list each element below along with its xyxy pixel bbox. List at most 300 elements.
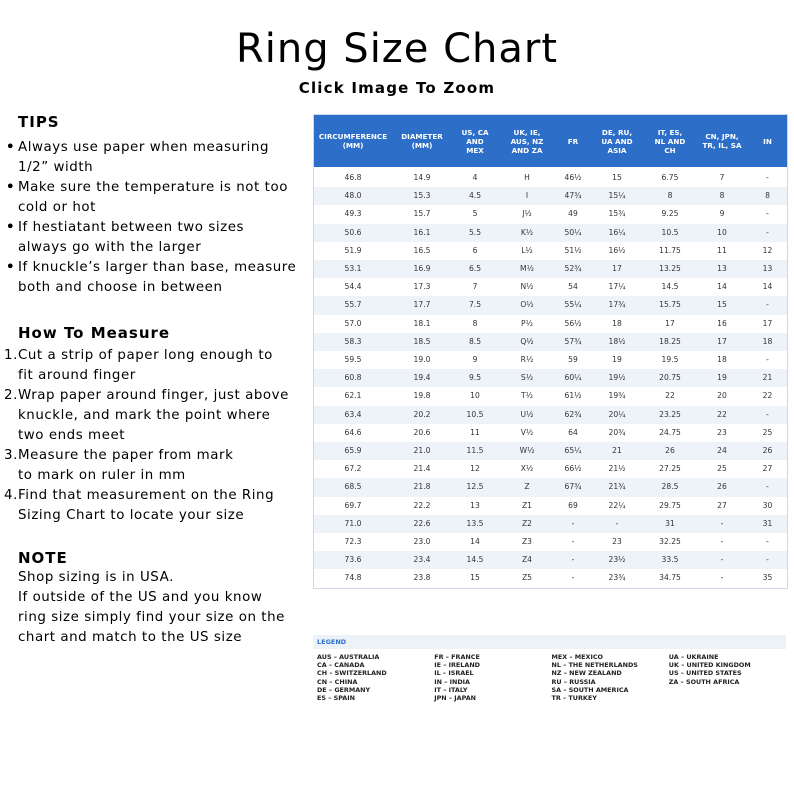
table-cell: 8.5 xyxy=(452,333,498,351)
column-header xyxy=(498,115,556,168)
tip-line: • Make sure the temperature is not too xyxy=(18,180,288,195)
table-cell: 15 xyxy=(612,173,622,182)
table-row xyxy=(314,205,787,223)
table-cell: 19 xyxy=(612,355,622,365)
table-cell: 20.75 xyxy=(644,369,696,387)
table-cell: 20.6 xyxy=(413,427,431,437)
table-cell: 20¾ xyxy=(608,427,626,437)
table-cell: I xyxy=(498,187,556,205)
table-cell: 16 xyxy=(717,318,727,328)
table-cell: 9.25 xyxy=(661,209,679,219)
tip-item xyxy=(0,218,318,258)
table-cell: J½ xyxy=(522,209,532,219)
table-cell: 59.5 xyxy=(344,355,362,365)
table-cell: 21.0 xyxy=(392,442,452,460)
table-cell: 62¾ xyxy=(556,406,590,424)
table-cell: - xyxy=(748,296,787,314)
table-cell: 18.1 xyxy=(413,318,431,328)
legend-title: LEGEND xyxy=(313,635,786,649)
step-number: 2. xyxy=(4,388,18,403)
table-cell: 5.5 xyxy=(452,224,498,242)
table-cell: 46½ xyxy=(564,173,582,182)
table-row xyxy=(314,315,787,333)
legend-entry: IT – ITALY xyxy=(434,685,468,694)
step-line: Cut a strip of paper long enough to xyxy=(18,348,273,363)
table-cell: 20.2 xyxy=(392,406,452,424)
table-cell: 13.5 xyxy=(452,515,498,533)
column-header-line: US, CA xyxy=(461,127,489,137)
tips-heading: TIPS xyxy=(18,113,60,131)
legend-column xyxy=(317,653,434,702)
table-cell: 4.5 xyxy=(452,187,498,205)
step-line: Sizing Chart to locate your size xyxy=(18,508,245,523)
legend-entry: ES – SPAIN xyxy=(317,694,355,703)
table-cell: V½ xyxy=(520,427,534,437)
table-row xyxy=(314,478,787,496)
table-cell: 6.75 xyxy=(661,173,679,182)
column-header xyxy=(556,115,590,168)
table-row xyxy=(314,551,787,569)
table-cell: 72.3 xyxy=(344,537,362,547)
table-cell: 14.5 xyxy=(452,551,498,569)
column-header-line: MEX xyxy=(466,145,484,155)
table-cell: 52¾ xyxy=(556,260,590,278)
column-header-line: AUS, NZ xyxy=(510,136,544,146)
table-cell: 26 xyxy=(748,442,787,460)
table-cell: 73.6 xyxy=(314,551,392,569)
table-cell: T½ xyxy=(521,391,533,401)
table-cell: 31 xyxy=(748,515,787,533)
legend-column xyxy=(552,653,669,702)
table-cell: 71.0 xyxy=(314,515,392,533)
legend-entry: CH – SWITZERLAND xyxy=(317,669,387,678)
table-cell: 50.6 xyxy=(314,224,392,242)
table-cell: 30 xyxy=(762,500,773,510)
table-cell: P½ xyxy=(521,318,533,328)
table-cell: Z5 xyxy=(521,573,533,583)
table-cell: 7 xyxy=(719,173,725,182)
table-cell: 8 xyxy=(748,187,787,205)
table-cell: 15.75 xyxy=(644,296,696,314)
how-to-measure-heading: How To Measure xyxy=(18,324,171,342)
table-cell: 22 xyxy=(696,406,748,424)
table-row xyxy=(314,187,787,205)
table-cell: 21 xyxy=(590,442,644,460)
tip-item xyxy=(0,138,318,178)
table-cell: 17 xyxy=(762,318,773,328)
table-cell: 23.4 xyxy=(392,551,452,569)
table-cell: 13.25 xyxy=(644,260,696,278)
table-cell: Z4 xyxy=(498,551,556,569)
measure-steps-list xyxy=(0,346,318,526)
table-cell: 20¼ xyxy=(590,406,644,424)
table-cell: 16.9 xyxy=(392,260,452,278)
table-cell: 27.25 xyxy=(659,464,681,474)
table-row xyxy=(314,242,787,260)
note-line: Shop sizing is in USA. xyxy=(18,570,174,585)
table-cell: 9.5 xyxy=(452,369,498,387)
table-cell: 56½ xyxy=(564,318,582,328)
table-cell: 65¼ xyxy=(556,442,590,460)
legend-entry: IN – INDIA xyxy=(434,677,470,686)
table-cell: 12 xyxy=(762,245,773,255)
table-cell: 15 xyxy=(696,296,748,314)
table-cell: 8 xyxy=(472,318,478,328)
table-cell: 21.8 xyxy=(392,478,452,496)
table-cell: 7 xyxy=(472,282,478,292)
legend-column xyxy=(669,653,786,702)
table-cell: 27 xyxy=(717,500,727,510)
note-line: chart and match to the US size xyxy=(18,630,243,645)
table-cell: - xyxy=(571,573,575,583)
legend-entry: MEX – MEXICO xyxy=(551,653,603,661)
table-cell: 16.1 xyxy=(392,224,452,242)
table-cell: 16½ xyxy=(608,245,626,255)
table-cell: 14.5 xyxy=(661,282,679,292)
table-cell: 17 xyxy=(665,318,675,328)
table-cell: - xyxy=(766,209,769,219)
instructions-panel xyxy=(0,112,318,648)
table-cell: 18.25 xyxy=(644,333,696,351)
table-cell: - xyxy=(748,551,787,569)
table-cell: 7.5 xyxy=(452,296,498,314)
legend-entry: SA – SOUTH AMERICA xyxy=(551,685,629,694)
table-row xyxy=(314,460,787,478)
table-row xyxy=(314,442,787,460)
table-cell: 26 xyxy=(644,442,696,460)
zoom-hint[interactable]: Click Image To Zoom xyxy=(298,79,496,97)
table-cell: S½ xyxy=(498,369,556,387)
table-cell: 32.25 xyxy=(659,537,681,547)
step-line: Find that measurement on the Ring xyxy=(18,488,275,503)
table-cell: - xyxy=(590,515,644,533)
table-cell: 34.75 xyxy=(659,573,681,583)
table-row xyxy=(314,406,787,424)
table-cell: 49 xyxy=(568,209,578,219)
table-cell: 19.4 xyxy=(392,369,452,387)
tip-line: cold or hot xyxy=(18,200,96,215)
column-header-line: DIAMETER xyxy=(401,132,443,141)
table-cell: 54.4 xyxy=(344,282,362,292)
table-cell: 15 xyxy=(470,573,480,583)
page-title: Ring Size Chart xyxy=(235,26,559,72)
legend-entry: CN – CHINA xyxy=(317,677,358,686)
table-row xyxy=(314,260,787,278)
table-cell: - xyxy=(556,551,590,569)
note-heading: NOTE xyxy=(18,549,68,567)
step-number: 1. xyxy=(4,348,18,363)
measure-step xyxy=(0,346,318,386)
table-cell: 48.0 xyxy=(314,187,392,205)
tip-line: • If knuckle’s larger than base, measure xyxy=(18,260,297,275)
table-cell: 55¼ xyxy=(556,296,590,314)
table-cell: 24 xyxy=(696,442,748,460)
table-cell: 4 xyxy=(472,173,478,182)
table-cell: R½ xyxy=(520,355,534,365)
step-line: two ends meet xyxy=(18,428,126,443)
table-cell: 64.6 xyxy=(344,427,362,437)
table-cell: 22.2 xyxy=(413,500,431,510)
table-cell: 18 xyxy=(612,318,622,328)
column-header xyxy=(590,115,644,168)
table-cell: 5 xyxy=(472,209,478,219)
table-row xyxy=(314,569,787,587)
table-cell: Q½ xyxy=(498,333,556,351)
column-header xyxy=(644,115,696,168)
table-cell: 49.3 xyxy=(344,209,362,219)
table-cell: 17.3 xyxy=(413,282,431,292)
table-cell: 21¾ xyxy=(590,478,644,496)
column-header-line: DE, RU, xyxy=(601,127,633,137)
table-cell: 59 xyxy=(568,355,578,365)
table-row xyxy=(314,515,787,533)
table-cell: 6 xyxy=(472,245,478,255)
table-row xyxy=(314,296,787,314)
table-cell: 22¼ xyxy=(608,500,626,510)
column-header xyxy=(696,115,748,168)
legend-entry: JPN – JAPAN xyxy=(434,694,477,703)
table-cell: 74.8 xyxy=(344,573,362,583)
table-cell: 23.0 xyxy=(413,537,431,547)
table-cell: 66½ xyxy=(564,464,582,474)
table-cell: 51.9 xyxy=(344,245,362,255)
table-cell: 19.8 xyxy=(413,391,431,401)
table-cell: 17.7 xyxy=(392,296,452,314)
step-line: Wrap paper around finger, just above xyxy=(18,388,289,403)
column-header-line: CH xyxy=(664,145,676,155)
ring-size-chart[interactable] xyxy=(313,114,788,589)
legend-entry: IL – ISRAEL xyxy=(434,669,474,678)
column-header-line: UA AND xyxy=(601,136,633,146)
tip-item xyxy=(0,178,318,218)
table-cell: 61½ xyxy=(564,391,582,401)
table-cell: 21½ xyxy=(608,464,626,474)
step-line: fit around finger xyxy=(18,368,136,383)
table-cell: - xyxy=(696,551,748,569)
table-row xyxy=(314,168,787,187)
table-cell: X½ xyxy=(520,464,534,474)
table-cell: 13 xyxy=(696,260,748,278)
table-cell: 13 xyxy=(748,260,787,278)
tip-line: • If hestiatant between two sizes xyxy=(18,220,245,235)
step-line: knuckle, and mark the point where xyxy=(18,408,271,423)
legend-entry: NZ – NEW ZEALAND xyxy=(551,669,622,678)
table-row xyxy=(314,351,787,369)
table-cell: 17 xyxy=(590,260,644,278)
column-header-line: AND ZA xyxy=(511,145,543,155)
table-cell: N½ xyxy=(520,282,534,292)
table-cell: 60¼ xyxy=(556,369,590,387)
table-header-row xyxy=(314,115,787,168)
measure-step xyxy=(0,486,318,526)
table-cell: Z xyxy=(498,478,556,496)
table-cell: 10 xyxy=(696,224,748,242)
table-cell: 15.7 xyxy=(413,209,431,219)
table-cell: 18 xyxy=(717,355,727,365)
note-line: ring size simply find your size on the xyxy=(18,610,285,625)
legend-entry: ZA – SOUTH AFRICA xyxy=(668,677,740,686)
table-cell: U½ xyxy=(498,406,556,424)
table-cell: - xyxy=(766,537,769,547)
step-line: Measure the paper from mark xyxy=(18,448,234,463)
table-cell: 23 xyxy=(612,537,622,547)
table-row xyxy=(314,369,787,387)
table-cell: 15¾ xyxy=(608,209,626,219)
table-cell: - xyxy=(571,537,575,547)
table-cell: 33.5 xyxy=(644,551,696,569)
table-cell: 15¼ xyxy=(590,187,644,205)
table-cell: 60.8 xyxy=(314,369,392,387)
table-cell: 69.7 xyxy=(344,500,362,510)
table-cell: 11.75 xyxy=(659,245,681,255)
table-cell: 19.0 xyxy=(413,355,431,365)
step-number: 3. xyxy=(4,448,18,463)
table-cell: 18.5 xyxy=(392,333,452,351)
column-header-line: CIRCUMFERENCE xyxy=(318,132,388,141)
table-cell: 47¾ xyxy=(556,187,590,205)
table-cell: 18½ xyxy=(590,333,644,351)
table-cell: K½ xyxy=(498,224,556,242)
legend-entry: US – UNITED STATES xyxy=(668,669,742,678)
table-cell: - xyxy=(720,537,724,547)
table-body xyxy=(314,168,787,588)
table-cell: 29.75 xyxy=(659,500,681,510)
tip-item xyxy=(0,258,318,298)
table-row xyxy=(314,387,787,405)
tip-line: • Always use paper when measuring xyxy=(18,140,269,155)
table-cell: 9 xyxy=(472,355,478,365)
table-cell: 9 xyxy=(719,209,725,219)
table-cell: 22 xyxy=(762,391,773,401)
table-cell: 12 xyxy=(470,464,480,474)
table-cell: - xyxy=(748,478,787,496)
table-cell: 22.6 xyxy=(392,515,452,533)
table-cell: - xyxy=(720,573,724,583)
column-header-line: IN xyxy=(763,136,772,146)
table-row xyxy=(314,333,787,351)
legend-entry: AUS – AUSTRALIA xyxy=(317,653,380,661)
table-cell: Z2 xyxy=(498,515,556,533)
table-cell: M½ xyxy=(498,260,556,278)
table-cell: 14.9 xyxy=(413,173,431,182)
table-cell: 11 xyxy=(470,427,480,437)
table-cell: 19 xyxy=(696,369,748,387)
table-cell: Z3 xyxy=(521,537,533,547)
note-line: If outside of the US and you know xyxy=(18,590,263,605)
tips-list xyxy=(0,138,318,298)
table-cell: 68.5 xyxy=(314,478,392,496)
table-cell: 11 xyxy=(717,245,727,255)
ring-size-table xyxy=(314,115,787,588)
legend-column xyxy=(434,653,551,702)
table-cell: O½ xyxy=(498,296,556,314)
table-cell: 8 xyxy=(696,187,748,205)
table-cell: 67.2 xyxy=(344,464,362,474)
table-cell: 57¾ xyxy=(556,333,590,351)
table-cell: 67¾ xyxy=(556,478,590,496)
table-cell: 50¼ xyxy=(556,224,590,242)
column-header xyxy=(314,115,392,168)
table-cell: 14 xyxy=(717,282,727,292)
table-cell: 17 xyxy=(696,333,748,351)
table-cell: 23½ xyxy=(590,551,644,569)
table-cell: 26 xyxy=(696,478,748,496)
table-cell: 25 xyxy=(717,464,727,474)
legend-entry: RU – RUSSIA xyxy=(551,677,596,686)
table-cell: 14 xyxy=(762,282,773,292)
table-cell: 18 xyxy=(748,333,787,351)
legend xyxy=(313,635,786,702)
table-cell: 51½ xyxy=(564,245,582,255)
table-cell: 53.1 xyxy=(314,260,392,278)
table-row xyxy=(314,224,787,242)
table-cell: 24.75 xyxy=(659,427,681,437)
table-cell: 31 xyxy=(644,515,696,533)
legend-entry: DE – GERMANY xyxy=(317,685,371,694)
legend-entry: NL – THE NETHERLANDS xyxy=(551,661,638,670)
table-cell: 13 xyxy=(470,500,480,510)
legend-entry: UA – UKRAINE xyxy=(668,653,719,661)
table-cell: 58.3 xyxy=(314,333,392,351)
table-cell: 20 xyxy=(717,391,727,401)
table-cell: 46.8 xyxy=(344,173,362,182)
table-cell: 23¾ xyxy=(608,573,626,583)
column-header-line: (MM) xyxy=(411,141,433,150)
table-cell: 69 xyxy=(568,500,578,510)
table-row xyxy=(314,497,787,515)
table-cell: - xyxy=(766,355,769,365)
tip-line: always go with the larger xyxy=(18,240,202,255)
table-cell: 12.5 xyxy=(452,478,498,496)
table-cell: 64 xyxy=(568,427,578,437)
table-cell: 62.1 xyxy=(344,391,362,401)
table-cell: - xyxy=(696,515,748,533)
table-cell: H xyxy=(524,173,530,182)
legend-entry: FR – FRANCE xyxy=(434,653,480,661)
measure-step xyxy=(0,446,318,486)
tip-line: 1/2” width xyxy=(18,160,94,175)
note-body xyxy=(0,568,318,648)
table-cell: 16¼ xyxy=(590,224,644,242)
table-cell: 23.25 xyxy=(644,406,696,424)
column-header-line: CN, JPN, xyxy=(705,132,739,141)
column-header xyxy=(452,115,498,168)
table-row xyxy=(314,533,787,551)
column-header-line: UK, IE, xyxy=(513,127,541,137)
table-cell: 6.5 xyxy=(452,260,498,278)
table-cell: 22 xyxy=(665,391,675,401)
step-line: to mark on ruler in mm xyxy=(18,468,186,483)
column-header-line: IT, ES, xyxy=(657,127,683,137)
table-cell: 27 xyxy=(762,464,773,474)
column-header-line: TR, IL, SA xyxy=(702,141,742,150)
table-cell: 14 xyxy=(470,537,480,547)
column-header xyxy=(392,115,452,168)
table-cell: 17¾ xyxy=(590,296,644,314)
legend-entry: CA – CANADA xyxy=(317,661,365,670)
table-cell: 16.5 xyxy=(413,245,431,255)
column-header-line: NL AND xyxy=(654,136,686,146)
table-cell: 19¾ xyxy=(608,391,626,401)
table-cell: 63.4 xyxy=(314,406,392,424)
table-cell: 54 xyxy=(568,282,578,292)
table-cell: 65.9 xyxy=(314,442,392,460)
column-header-line: FR xyxy=(567,136,579,146)
table-cell: 23.8 xyxy=(413,573,431,583)
table-cell: 8 xyxy=(644,187,696,205)
table-row xyxy=(314,424,787,442)
table-cell: 57.0 xyxy=(344,318,362,328)
